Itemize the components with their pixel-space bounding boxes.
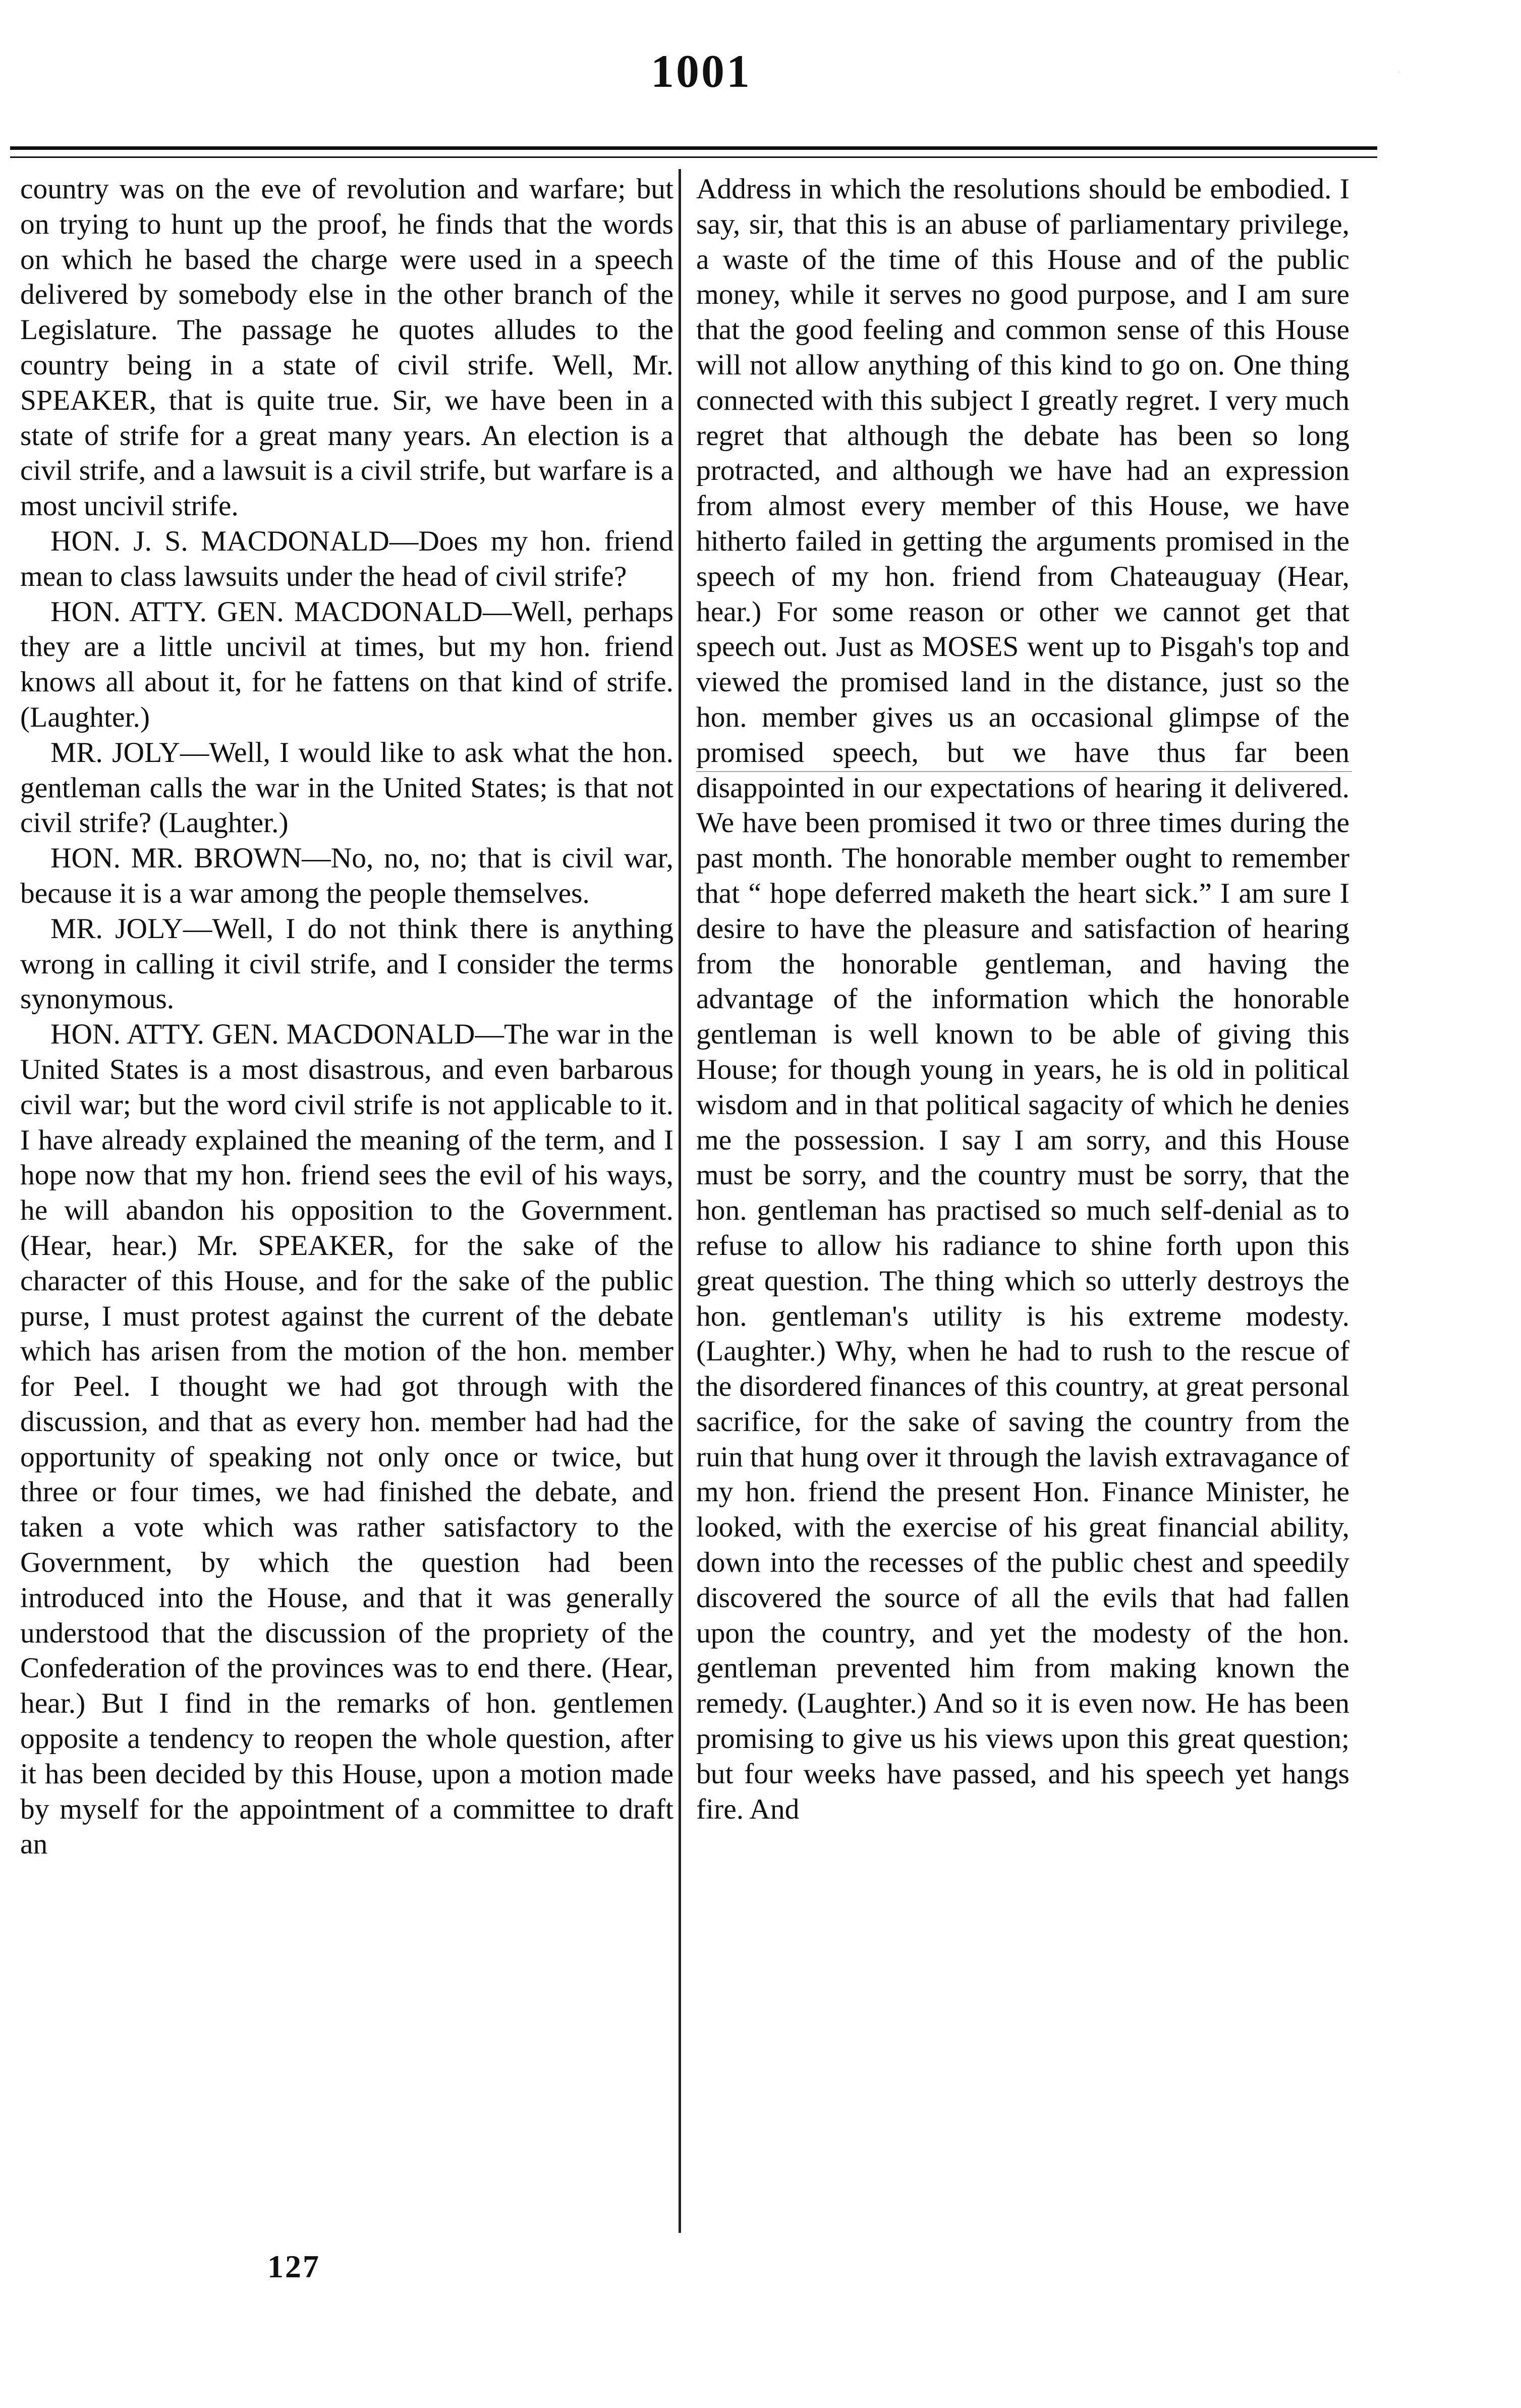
header-rule-thin — [10, 156, 1377, 158]
left-column — [20, 172, 673, 1862]
paragraph: HON. ATTY. GEN. MACDONALD—The war in the United States is a most disastrous, and even barbarous civil war; but the word civil strife is not applicable to it. I have already explained the meaning of the term, and I hope now that my hon. friend sees the evil of his ways, he will abandon his opposition to the Government. (Hear, hear.) Mr. SPEAKER, for the sake of the character of this House, and for the sake of the public purse, I must protest against the current of the debate which has arisen from the motion of the hon. member for Peel. I thought we had got through with the discussion, and that as every hon. member had had the opportunity of speaking not only once or twice, but three or four times, we had finished the debate, and taken a vote which was rather satisfactory to the Government, by which the question had been introduced into the House, and that it was generally understood that the discussion of the propriety of the Confederation of the provinces was to end there. (Hear, hear.) But I find in the remarks of hon. gentlemen opposite a tendency to reopen the whole question, after it has been decided by this House, upon a motion made by myself for the appointment of a committee to draft an — [20, 1018, 673, 1860]
paragraph: Address in which the resolutions should be embodied. I say, sir, that this is an abuse of parliamentary privilege, a waste of the time of this House and of the public money, while it serves no good purpose, and I am sure that the good feeling and common sense of this House will not allow anything of this kind to go on. One thing connected with this subject I greatly regret. I very much regret that although the debate has been so long protracted, and although we have had an expression from almost every member of this House, we have hitherto failed in getting the arguments promised in the speech of my hon. friend from Chateauguay (Hear, hear.) For some reason or other we cannot get that speech out. Just as MOSES went up to Pisgah's top and viewed the promised land in the distance, just so the hon. member gives us an occasional glimpse of the promised speech, but we have thus far been disappointed in our expectations of hearing it delivered. We have been promised it two or three times during the past month. The honorable member ought to remember that “ hope deferred maketh the heart sick.” I am sure I desire to have the pleasure and satisfaction of hearing from the honorable gentleman, and having the advantage of the information which the honorable gentleman is well known to be able of giving this House; for though young in years, he is old in political wisdom and in that political sagacity of which he denies me the possession. I say I am sorry, and this House must be sorry, and the country must be sorry, that the hon. gentleman has practised so much self-denial as to refuse to allow his radiance to shine forth upon this great question. The thing which so utterly destroys the hon. gentleman's utility is his extreme modesty. (Laughter.) Why, when he had to rush to the rescue of the disordered finances of this country, at great personal sacrifice, for the sake of saving the country from the ruin that hung over it through the lavish extravagance of my hon. friend the present Hon. Finance Minister, he looked, with the exercise of his great financial ability, down into the recesses of the public chest and speedily discovered the source of all the evils that had fallen upon the country, and yet the modesty of the hon. gentleman prevented him from making known the remedy. (Laughter.) And so it is even now. He has been promising to give us his views upon this great question; but four weeks have passed, and his speech yet hangs fire. And — [696, 173, 1349, 1825]
column-divider — [679, 169, 681, 2233]
paragraph: MR. JOLY—Well, I would like to ask what the hon. gentleman calls the war in the United States; is that not civil strife? (Laughter.) — [20, 736, 673, 839]
paragraph: HON. ATTY. GEN. MACDONALD—Well, perhaps they are a little uncivil at times, but my hon. friend knows all about it, for he fattens on that kind of strife. (Laughter.) — [20, 595, 673, 733]
signature-mark: 127 — [267, 2249, 320, 2284]
header-rule — [10, 146, 1377, 150]
page-number: 1001 — [651, 45, 752, 97]
paragraph: country was on the eve of revolution and warfare; but on trying to hunt up the proof, he finds that the words on which he based the charge were used in a speech delivered by somebody else in the other branch of the Legislature. The passage he quotes alludes to the country being in a state of civil strife. Well, Mr. SPEAKER, that is quite true. Sir, we have been in a state of strife for a great many years. An election is a civil strife, and a lawsuit is a civil strife, but warfare is a most uncivil strife. — [20, 173, 673, 522]
paragraph: MR. JOLY—Well, I do not think there is anything wrong in calling it civil strife, and I consider the terms synonymous. — [20, 912, 673, 1015]
paragraph: HON. MR. BROWN—No, no, no; that is civil war, because it is a war among the people themselves. — [20, 842, 673, 909]
right-column — [696, 172, 1349, 1827]
stray-rule — [696, 771, 1352, 772]
paragraph: HON. J. S. MACDONALD—Does my hon. friend mean to class lawsuits under the head of civil strife? — [20, 525, 673, 592]
